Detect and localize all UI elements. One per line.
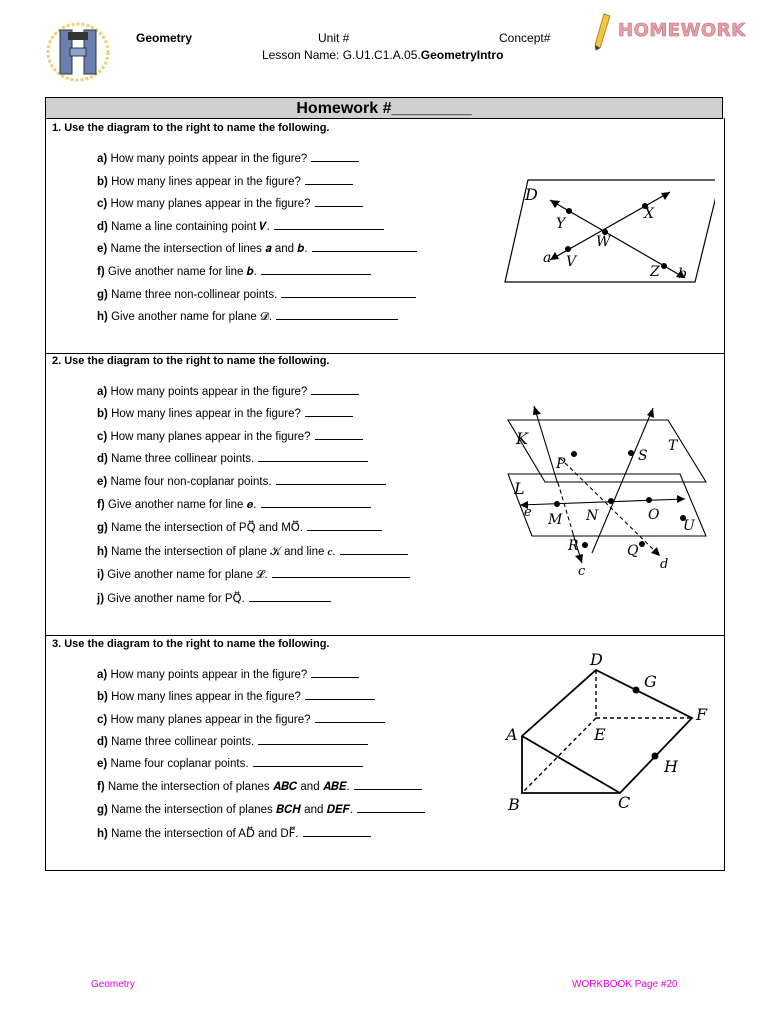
answer-blank[interactable] <box>354 779 422 790</box>
answer-blank[interactable] <box>272 567 410 578</box>
label-w: W <box>596 234 611 250</box>
answer-blank[interactable] <box>315 429 363 440</box>
answer-blank[interactable] <box>312 241 417 252</box>
answer-blank[interactable] <box>249 591 331 602</box>
question-1c: c) How many planes appear in the figure? <box>97 196 363 210</box>
label-plane-d: D <box>525 185 538 204</box>
answer-blank[interactable] <box>315 196 363 207</box>
label-y: Y <box>556 216 566 232</box>
point-o <box>646 497 652 503</box>
answer-blank[interactable] <box>305 689 375 700</box>
label-z: Z <box>650 264 660 280</box>
footer-right: WORKBOOK Page #20 <box>572 979 678 990</box>
label-c: c <box>578 564 586 579</box>
label-e: E <box>594 725 606 744</box>
answer-blank[interactable] <box>274 219 384 230</box>
label-v: V <box>566 254 577 270</box>
point-q <box>639 541 645 547</box>
header-concept: Concept# <box>499 31 551 45</box>
answer-blank[interactable] <box>305 174 353 185</box>
answer-blank[interactable] <box>305 406 353 417</box>
label-a: a <box>543 250 552 266</box>
point-m <box>554 501 560 507</box>
label-b: b <box>678 266 687 282</box>
answer-blank[interactable] <box>276 474 386 485</box>
point-z <box>661 263 667 269</box>
label-c: C <box>618 793 631 812</box>
question-2b: b) How many lines appear in the figure? <box>97 406 353 420</box>
label-h: H <box>664 757 678 776</box>
point-r <box>582 542 588 548</box>
question-2h: h) Name the intersection of plane 𝒦 and line 𝒄. <box>97 544 408 559</box>
point-h <box>652 753 659 760</box>
point-g <box>633 687 640 694</box>
answer-blank[interactable] <box>357 802 425 813</box>
answer-blank[interactable] <box>311 667 359 678</box>
answer-blank[interactable] <box>276 309 398 320</box>
answer-blank[interactable] <box>258 451 368 462</box>
diagram-1 <box>500 170 715 290</box>
question-1d: d) Name a line containing point 𝑽. <box>97 219 384 234</box>
answer-blank[interactable] <box>303 826 371 837</box>
label-b: B <box>508 795 520 814</box>
section-3-heading: 3. Use the diagram to the right to name the following. <box>52 638 330 650</box>
homework-title: Homework #_________ <box>45 97 723 119</box>
footer-left: Geometry <box>91 979 135 990</box>
question-1b: b) How many lines appear in the figure? <box>97 174 353 188</box>
question-1a: a) How many points appear in the figure? <box>97 151 359 165</box>
question-2i: i) Give another name for plane 𝓛. <box>97 567 410 582</box>
question-3h: h) Name the intersection of AD⃡ and DF⃡. <box>97 826 371 840</box>
answer-blank[interactable] <box>311 384 359 395</box>
point-p <box>571 451 577 457</box>
question-3e: e) Name four coplanar points. <box>97 756 363 770</box>
question-3f: f) Name the intersection of planes 𝑨𝑩𝑪 and 𝑨𝑩𝑬. <box>97 779 422 794</box>
header-subject: Geometry <box>136 31 193 45</box>
label-q: Q <box>627 543 639 559</box>
question-1h: h) Give another name for plane 𝓓. <box>97 309 398 324</box>
label-o: O <box>648 507 660 523</box>
label-plane-l: L <box>514 479 525 498</box>
question-3c: c) How many planes appear in the figure? <box>97 712 385 726</box>
line-d <box>592 408 653 553</box>
label-p: P <box>556 456 566 472</box>
question-2e: e) Name four non-coplanar points. <box>97 474 386 488</box>
diagram-3 <box>500 648 715 818</box>
label-a: A <box>506 725 518 744</box>
label-e: e <box>524 505 532 520</box>
diagram-2 <box>500 398 715 580</box>
school-logo <box>44 18 112 82</box>
label-s: S <box>638 448 648 464</box>
question-3g: g) Name the intersection of planes 𝑩𝑪𝑯 and 𝑫𝑬𝑭. <box>97 802 425 817</box>
question-2a: a) How many points appear in the figure? <box>97 384 359 398</box>
point-v <box>565 246 571 252</box>
question-2j: j) Give another name for PQ⃡. <box>97 591 331 605</box>
label-t: T <box>668 438 678 454</box>
homework-logo <box>590 12 746 54</box>
header-lesson <box>262 48 503 62</box>
question-3d: d) Name three collinear points. <box>97 734 368 748</box>
point-n <box>608 498 614 504</box>
label-u: U <box>683 518 695 534</box>
point-s <box>628 450 634 456</box>
label-f: F <box>696 705 708 724</box>
homework-logo-text: HOMEWORK <box>618 20 746 41</box>
label-plane-k: K <box>516 429 528 448</box>
label-d: D <box>590 650 603 669</box>
question-2g: g) Name the intersection of PQ⃡ and MO⃡. <box>97 520 382 534</box>
question-1f: f) Give another name for line 𝒃. <box>97 264 371 279</box>
lesson-prefix: Lesson Name: G.U1.C1.A.05. <box>262 48 421 62</box>
section-1-heading: 1. Use the diagram to the right to name the following. <box>52 122 330 134</box>
answer-blank[interactable] <box>261 497 371 508</box>
answer-blank[interactable] <box>253 756 363 767</box>
answer-blank[interactable] <box>258 734 368 745</box>
label-d: d <box>660 557 669 572</box>
answer-blank[interactable] <box>307 520 382 531</box>
question-3a: a) How many points appear in the figure? <box>97 667 359 681</box>
plane-l <box>508 474 706 536</box>
answer-blank[interactable] <box>311 151 359 162</box>
label-r: R <box>568 538 579 554</box>
question-2c: c) How many planes appear in the figure? <box>97 429 363 443</box>
answer-blank[interactable] <box>340 544 408 555</box>
answer-blank[interactable] <box>315 712 385 723</box>
point-y <box>566 208 572 214</box>
section-2-heading: 2. Use the diagram to the right to name the following. <box>52 355 330 367</box>
lesson-name: GeometryIntro <box>420 48 504 62</box>
label-m: M <box>548 512 563 528</box>
question-3b: b) How many lines appear in the figure? <box>97 689 375 703</box>
question-2f: f) Give another name for line 𝒆. <box>97 497 371 512</box>
question-2d: d) Name three collinear points. <box>97 451 368 465</box>
question-1g: g) Name three non-collinear points. <box>97 287 416 301</box>
answer-blank[interactable] <box>261 264 371 275</box>
header-unit: Unit # <box>318 31 350 45</box>
label-x: X <box>644 206 654 222</box>
answer-blank[interactable] <box>281 287 416 298</box>
label-n: N <box>586 508 599 524</box>
question-1e: e) Name the intersection of lines 𝒂 and 𝒃. <box>97 241 417 256</box>
label-g: G <box>644 672 657 691</box>
